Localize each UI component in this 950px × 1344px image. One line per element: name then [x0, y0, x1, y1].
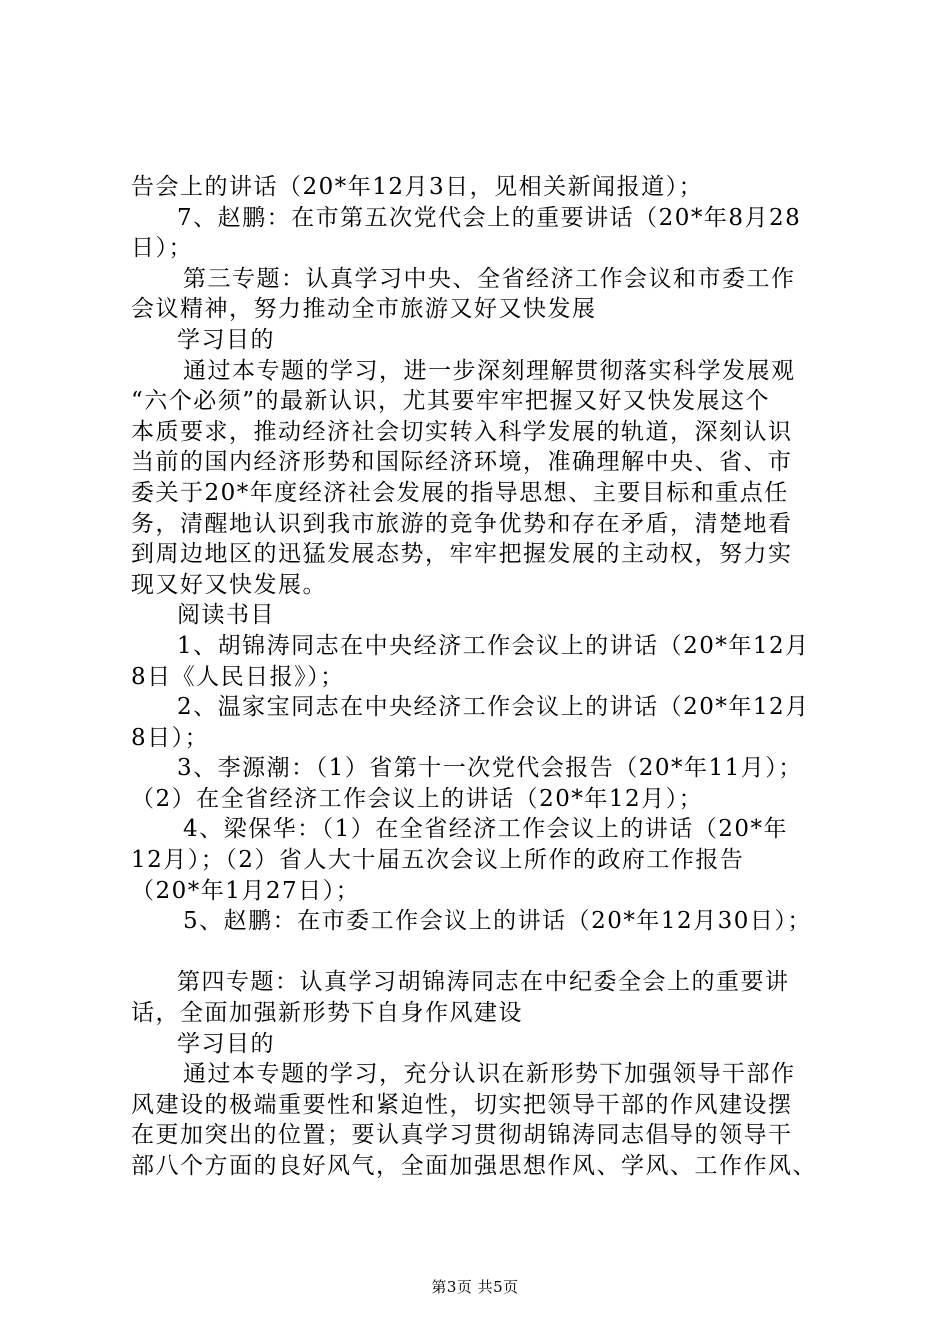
page-footer: [0, 1276, 950, 1297]
text-line: 12月）；（2）省人大十届五次会议上所作的政府工作报告: [131, 847, 745, 874]
text-line: 现又好又快发展。: [131, 571, 327, 598]
text-line: 到周边地区的迅猛发展态势，牢牢把握发展的主动权，努力实: [131, 541, 793, 568]
text-line: 8日《人民日报》）；: [131, 663, 345, 690]
text-line: 部八个方面的良好风气，全面加强思想作风、学风、工作作风、: [131, 1153, 817, 1179]
text-line: 本质要求，推动经济社会切实转入科学发展的轨道，深刻认识: [131, 418, 793, 445]
text-line: 学习目的: [177, 326, 275, 353]
text-line: 8日）；: [131, 724, 210, 751]
text-line: 务，清醒地认识到我市旅游的竞争优势和存在矛盾，清楚地看: [131, 510, 793, 537]
text-line: 第三专题：认真学习中央、全省经济工作会议和市委工作: [183, 265, 796, 292]
text-line: 第四专题：认真学习胡锦涛同志在中纪委全会上的重要讲: [177, 969, 790, 996]
text-line: 委关于20*年度经济社会发展的指导思想、主要目标和重点任: [131, 479, 789, 506]
text-line: 1、胡锦涛同志在中央经济工作会议上的讲话（20*年12月: [177, 632, 810, 659]
text-line: 7、赵鹏：在市第五次党代会上的重要讲话（20*年8月28: [177, 204, 802, 231]
text-line: 告会上的讲话（20*年12月3日，见相关新闻报道）；: [131, 174, 704, 200]
text-line: “六个必须”的最新认识，尤其要牢牢把握又好又快发展这个: [131, 388, 771, 415]
text-line: （2）在全省经济工作会议上的讲话（20*年12月）；: [131, 785, 704, 812]
blank-line: [131, 937, 846, 968]
document-body: [131, 172, 846, 1182]
text-line: 2、温家宝同志在中央经济工作会议上的讲话（20*年12月: [177, 694, 810, 721]
text-line: 5、赵鹏：在市委工作会议上的讲话（20*年12月30日）；: [183, 908, 812, 935]
text-line: 通过本专题的学习，进一步深刻理解贯彻落实科学发展观: [183, 357, 796, 384]
text-line: 通过本专题的学习，充分认识在新形势下加强领导干部作: [183, 1061, 796, 1088]
text-line: 当前的国内经济形势和国际经济环境，准确理解中央、省、市: [131, 449, 793, 476]
text-line: 4、梁保华：（1）在全省经济工作会议上的讲话（20*年: [183, 816, 789, 843]
text-line: 会议精神，努力推动全市旅游又好又快发展: [131, 296, 597, 323]
text-line: 话，全面加强新形势下自身作风建设: [131, 1000, 523, 1027]
page-number: 第3页 共5页: [431, 1278, 519, 1296]
text-line: 学习目的: [177, 1030, 275, 1057]
text-line: 3、李源潮：（1）省第十一次党代会报告（20*年11月）；: [177, 755, 803, 782]
text-line: 阅读书目: [177, 602, 275, 629]
text-line: 在更加突出的位置；要认真学习贯彻胡锦涛同志倡导的领导干: [131, 1122, 793, 1149]
text-line: （20*年1月27日）；: [131, 877, 361, 904]
text-line: 风建设的极端重要性和紧迫性，切实把领导干部的作风建设摆: [131, 1091, 793, 1118]
text-line: 日）；: [131, 235, 193, 262]
